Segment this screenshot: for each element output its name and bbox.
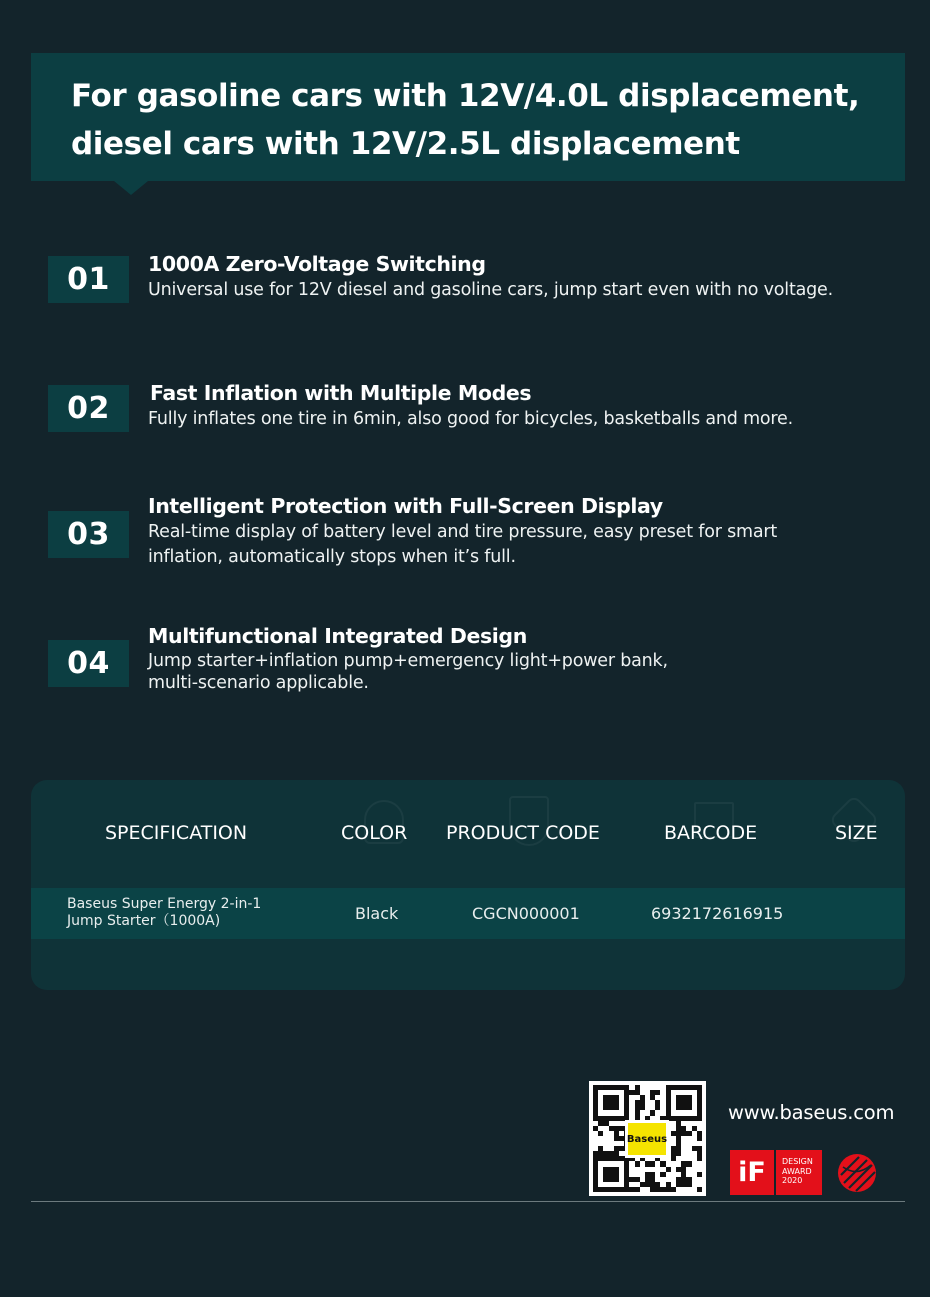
header-barcode: BARCODE (664, 822, 758, 844)
feature-description-line-1: Real-time display of battery level and tire pressure, easy preset for smart (148, 522, 778, 542)
feature-number-badge: 01 (48, 256, 129, 303)
qr-code[interactable] (589, 1081, 706, 1196)
cell-product-code: CGCN000001 (472, 904, 580, 923)
cell-specification (67, 896, 261, 930)
cell-barcode: 6932172616915 (651, 904, 784, 923)
header-size: SIZE (835, 822, 878, 844)
red-dot-award-icon (837, 1153, 877, 1193)
feature-description-line-2: inflation, automatically stops when it’s full. (148, 547, 516, 567)
feature-number-badge: 03 (48, 511, 129, 558)
spec-table (31, 780, 905, 990)
feature-title: 1000A Zero-Voltage Switching (148, 252, 486, 276)
feature-item-3 (48, 492, 908, 572)
banner-pointer (114, 181, 148, 195)
header-title-line-1: For gasoline cars with 12V/4.0L displacement, (71, 78, 860, 114)
footer-divider (31, 1201, 905, 1202)
feature-number-badge: 04 (48, 640, 129, 687)
if-award-line-3: 2020 (782, 1176, 803, 1185)
feature-item-2 (48, 379, 908, 439)
feature-item-1 (48, 250, 908, 310)
cell-specification-line-1: Baseus Super Energy 2-in-1 (67, 896, 262, 912)
cell-specification-line-2: Jump Starter（1000A) (67, 913, 221, 929)
feature-description: Fully inflates one tire in 6min, also good for bicycles, basketballs and more. (148, 409, 793, 429)
feature-description-line-2: multi-scenario applicable. (148, 673, 369, 693)
if-design-award-badge (776, 1150, 822, 1195)
header-title-line-2: diesel cars with 12V/2.5L displacement (71, 126, 740, 162)
baseus-logo: Baseus (625, 1120, 669, 1158)
spec-table-header (31, 822, 905, 852)
feature-number-badge: 02 (48, 385, 129, 432)
feature-text (148, 379, 908, 432)
if-logo: iF (730, 1150, 774, 1195)
website-link[interactable]: www.baseus.com (728, 1101, 895, 1124)
feature-text (148, 622, 908, 694)
if-award-line-2: AWARD (782, 1166, 812, 1176)
feature-title: Fast Inflation with Multiple Modes (150, 381, 532, 405)
feature-text (148, 250, 908, 303)
cell-color: Black (355, 904, 399, 923)
header-title (71, 72, 891, 168)
header-specification: SPECIFICATION (105, 822, 248, 844)
if-award-line-1: DESIGN (782, 1157, 813, 1166)
header-product-code: PRODUCT CODE (446, 822, 600, 844)
header-banner (31, 53, 905, 181)
header-color: COLOR (341, 822, 408, 844)
feature-text (148, 492, 908, 570)
feature-description-line-1: Jump starter+inflation pump+emergency light+power bank, (148, 651, 668, 671)
feature-item-4 (48, 622, 908, 702)
feature-title: Multifunctional Integrated Design (148, 624, 527, 648)
table-row (31, 888, 905, 939)
feature-description: Universal use for 12V diesel and gasoline cars, jump start even with no voltage. (148, 280, 833, 300)
feature-title: Intelligent Protection with Full-Screen Display (148, 494, 663, 518)
